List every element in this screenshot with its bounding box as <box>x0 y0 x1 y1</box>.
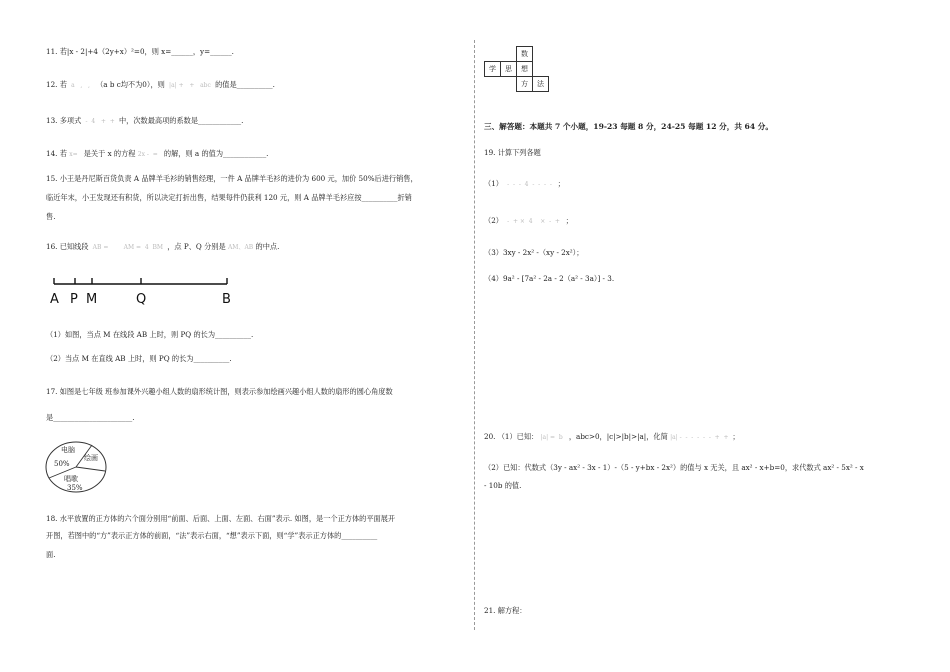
q17-line1: 17. 如图是七年级 班参加课外兴趣小组人数的扇形统计图，则表示参加绘画兴趣小组人数的扇形的圆心角度数 <box>46 387 393 396</box>
pie-label-computer-pct: 50% <box>54 460 70 468</box>
pie-label-painting: 绘画 <box>84 454 98 462</box>
q16-part1: （1）如图，当点 M 在线段 AB 上时，则 PQ 的长为__________. <box>46 330 254 339</box>
q21: 21. 解方程： <box>484 606 527 615</box>
q16-part2: （2）当点 M 在直线 AB 上时，则 PQ 的长为__________. <box>46 354 232 363</box>
cube-cell: 方 <box>517 77 533 92</box>
pie-label-singing-pct: 35% <box>67 484 83 492</box>
q18-line3: 面. <box>46 550 56 559</box>
q19-part4: （4）9a² - [7a² - 2a - 2（a² - 3a）] - 3. <box>484 274 615 283</box>
formula-placeholder: |a| = b <box>540 434 567 441</box>
q11: 11. 若|x - 2|+4（2y+x）²=0，则 x=______，y=______. <box>46 47 234 56</box>
column-divider <box>474 40 475 630</box>
q18-line2: 开图，若图中的“方”表示正方体的前面，“法”表示右面，“想”表示下面，则“学”表示正方体的__________ <box>46 531 378 540</box>
cube-net <box>484 46 549 92</box>
pie-label-singing: 唱歌 <box>64 475 78 483</box>
label-b: B <box>222 292 231 307</box>
q12-prefix: 12. 若 <box>46 80 67 89</box>
formula-placeholder: AM、AB <box>227 244 254 251</box>
pie-label-computer: 电脑 <box>61 446 75 454</box>
q14: 14. 若 x= 是关于 x 的方程 2x - = 的解，则 a 的值为____________. <box>46 149 269 158</box>
cube-cell: 法 <box>533 77 549 92</box>
label-p: P <box>70 292 78 307</box>
q19-part3: （3）3xy - 2x² -（xy - 2x²）； <box>484 248 584 257</box>
q12 <box>46 80 275 91</box>
formula-placeholder: AB = AM = 4 BM <box>90 244 165 251</box>
label-a: A <box>50 292 59 307</box>
q18-line1: 18. 水平放置的正方体的六个面分别用“前面、后面、上面、左面、右面”表示. 如图，是一个正方体的平面展开 <box>46 514 396 523</box>
q13: 13. 多项式 - 4 + + 中，次数最高项的系数是____________. <box>46 116 244 125</box>
cube-cell: 数 <box>517 47 533 62</box>
formula-placeholder: |a| + + abc <box>167 82 213 89</box>
formula-placeholder: - 4 + + <box>83 118 117 125</box>
q19-part2: （2） - + × 4 × - + ； <box>484 216 573 225</box>
formula-placeholder: |a| - - - - - - + + <box>670 434 733 441</box>
formula-placeholder: - - - 4 - - - - <box>505 181 558 188</box>
q20-part2-line1: （2）已知：代数式（3y - ax² - 3x - 1）-（5 - y+bx - 2x²）的值与 x 无关，且 ax² - x+b=0，求代数式 ax² - 5x² - x <box>484 463 864 472</box>
section-3-heading: 三、解答题：本题共 7 个小题，19-23 每题 8 分，24-25 每题 12 分，共 64 分。 <box>484 122 773 131</box>
q19-part1: （1） - - - 4 - - - - ； <box>484 179 565 188</box>
q17-line2: 是______________________. <box>46 413 135 422</box>
cube-cell: 思 <box>501 62 517 77</box>
q19: 19. 计算下列各题 <box>484 148 541 157</box>
q12-suffix: 的值是__________. <box>215 80 275 89</box>
q20-part1: 20. （1）已知： |a| = b ，abc>0，|c|>|b|>|a|，化简 |a| - - - - - - + + ； <box>484 432 740 441</box>
q16: 16. 已知线段 AB = AM = 4 BM ，点 P、Q 分别是 AM、AB 的中点. <box>46 242 280 251</box>
label-q: Q <box>136 292 147 307</box>
formula-placeholder: x= <box>69 151 82 158</box>
q15-line1: 15. 小王是丹尼斯百货负责 A 品牌羊毛衫的销售经理，一件 A 品牌羊毛衫的进价为 600 元，加价 50%后进行销售， <box>46 174 418 183</box>
q20-part2-line2: - 10b 的值. <box>484 481 522 490</box>
q12-condition: （a b c均不为0），则 <box>96 80 165 89</box>
formula-placeholder: 2x - = <box>137 151 162 158</box>
formula-placeholder: a , , <box>69 82 94 89</box>
q15-line3: 售. <box>46 212 56 221</box>
label-m: M <box>86 292 98 307</box>
formula-placeholder: - + × 4 × - + <box>505 218 566 225</box>
q15-line2: 临近年末，小王发现还有积货，所以决定打折出售，结果每件仍获利 120 元，则 A 品牌羊毛衫应按__________折销 <box>46 193 412 202</box>
cube-cell: 想 <box>517 62 533 77</box>
cube-cell: 学 <box>485 62 501 77</box>
